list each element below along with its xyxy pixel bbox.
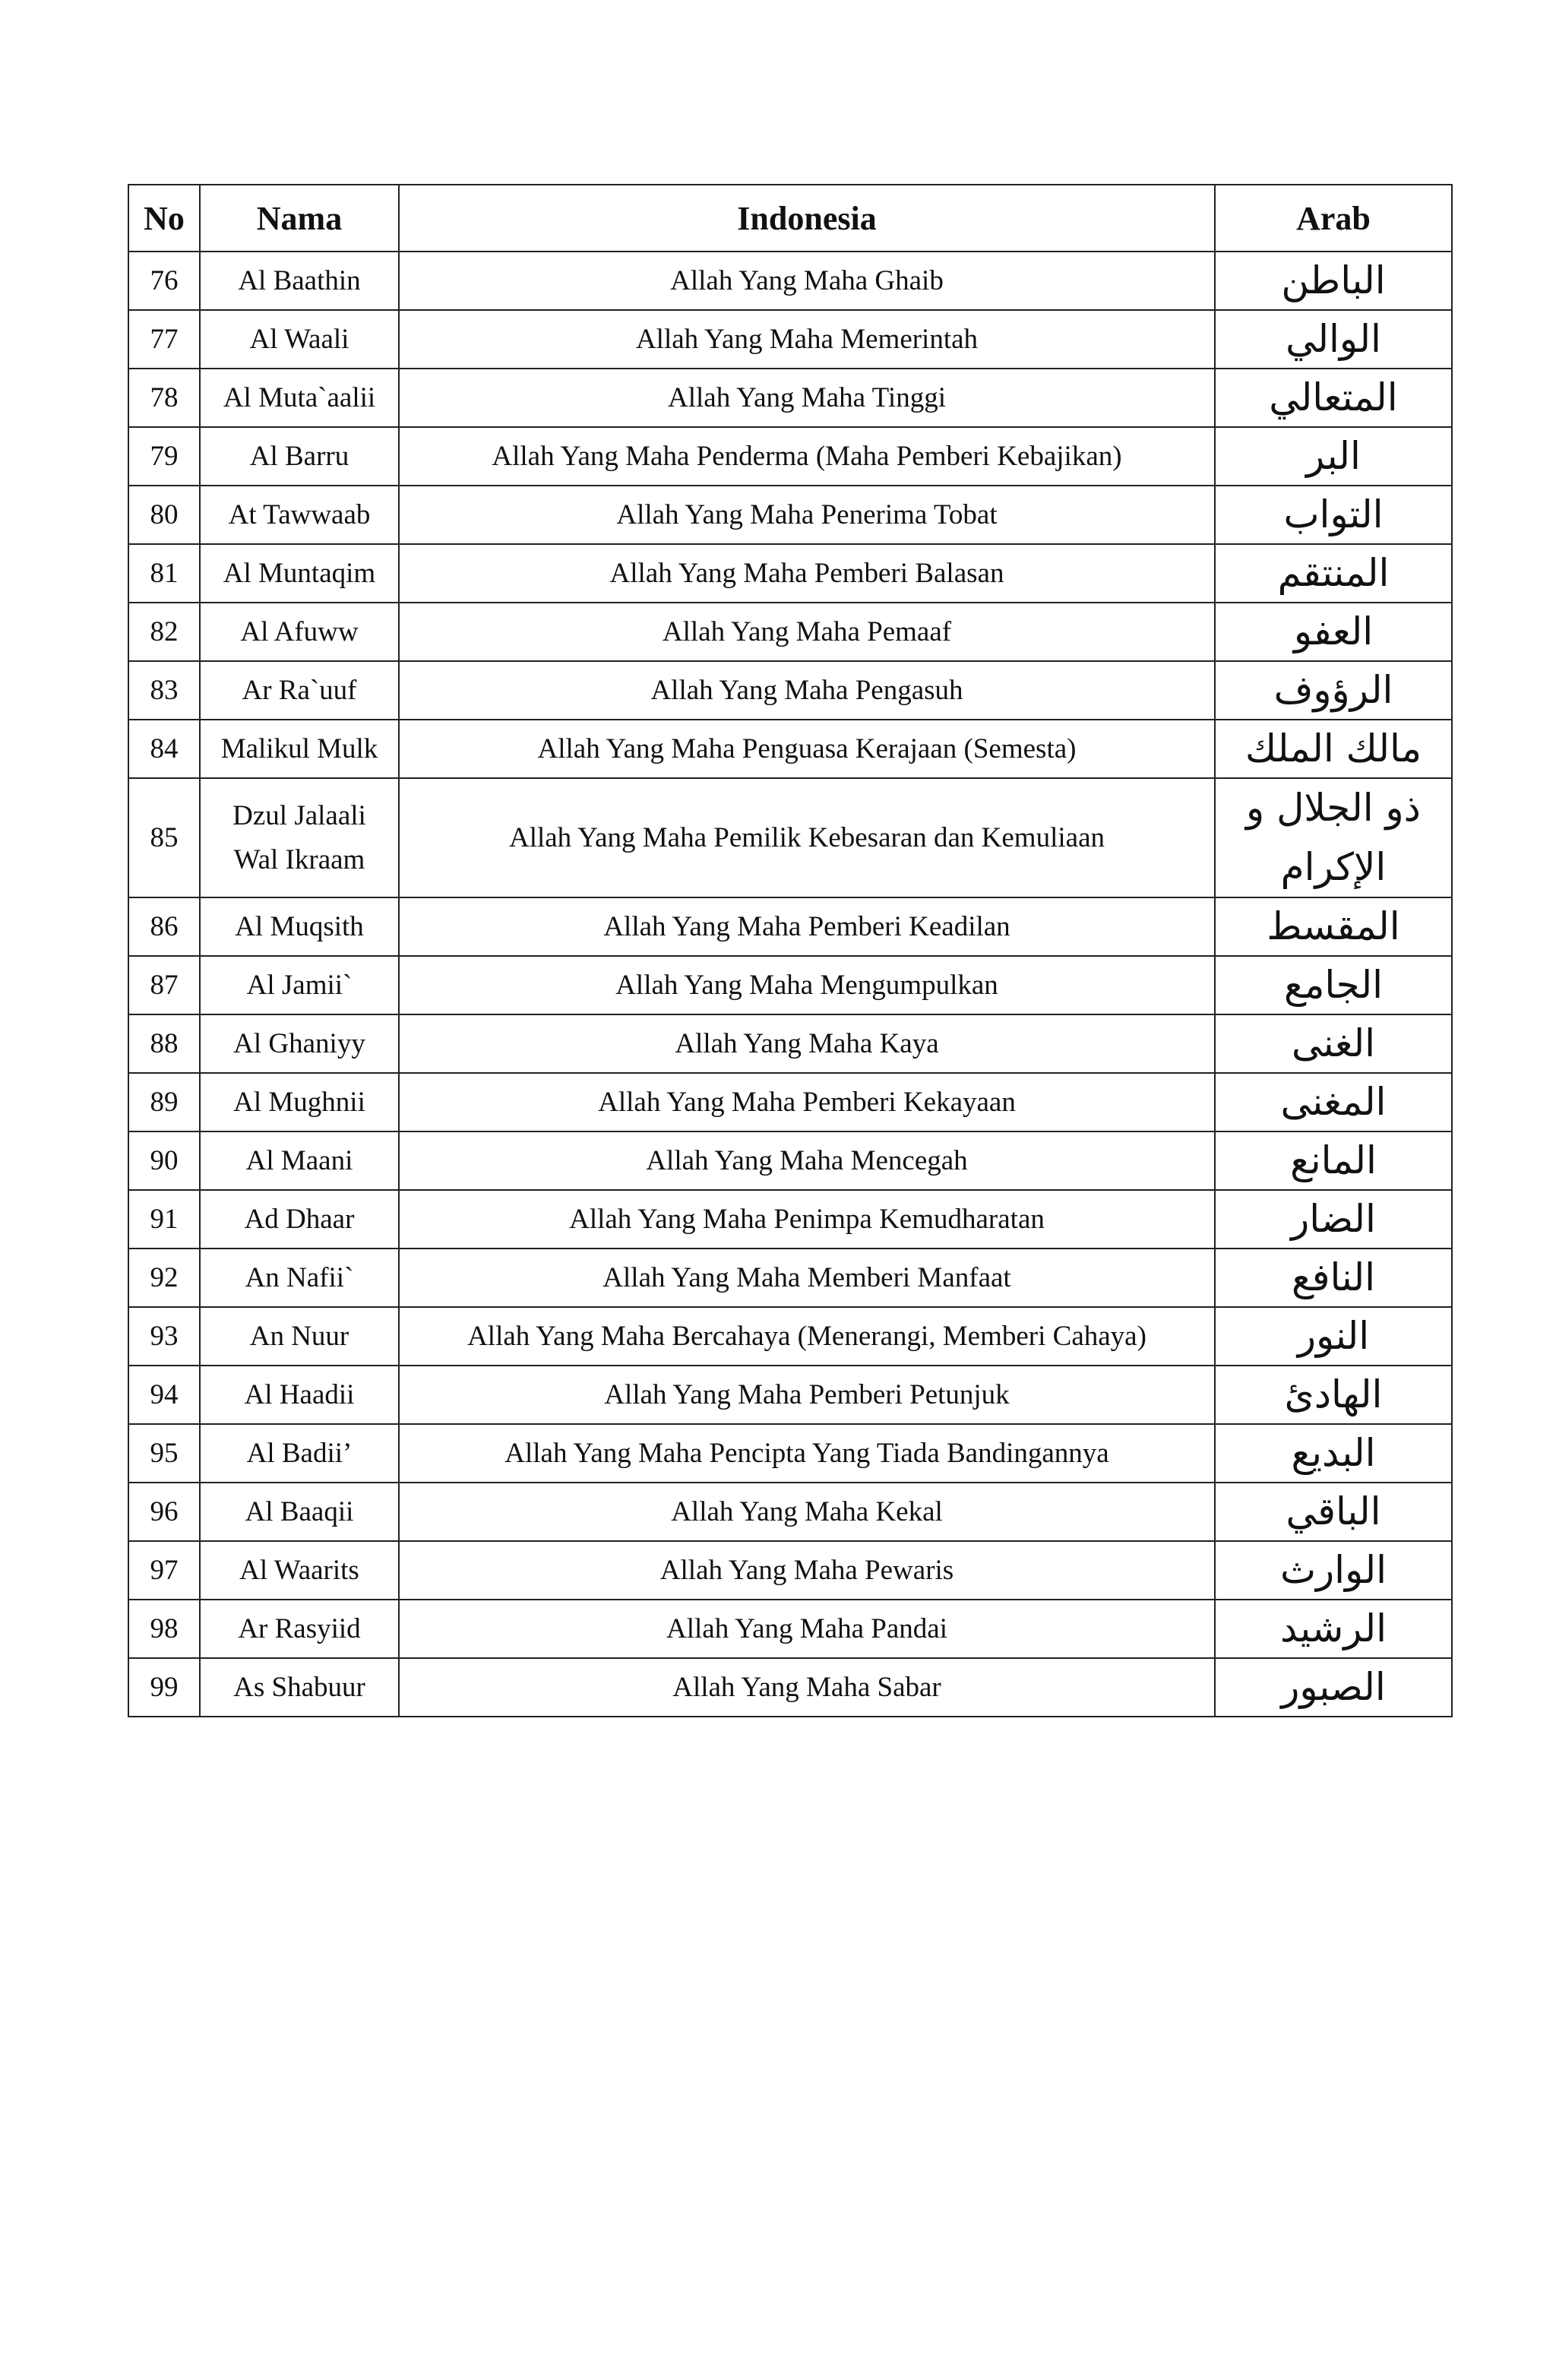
cell-arab [1215,310,1452,369]
cell-indonesia: Allah Yang Maha Penimpa Kemudharatan [399,1190,1215,1249]
cell-indonesia: Allah Yang Maha Pengasuh [399,661,1215,720]
nama-line: An Nuur [249,1321,349,1352]
cell-no: 85 [128,778,200,897]
cell-nama [200,897,399,956]
table-row [128,310,1452,369]
arab-line: النور [1297,1314,1370,1359]
cell-no: 82 [128,603,200,661]
nama-line: Al Ghaniyy [233,1028,365,1059]
nama-line: Al Mughnii [233,1087,365,1118]
cell-nama [200,1014,399,1073]
nama-line: Al Barru [249,441,349,472]
nama-line: Al Waali [249,324,349,355]
table-row [128,1307,1452,1366]
arab-line: ذو الجلال و [1246,786,1421,830]
cell-arab [1215,1249,1452,1307]
cell-arab [1215,1190,1452,1249]
cell-nama [200,956,399,1014]
cell-arab [1215,1014,1452,1073]
cell-indonesia: Allah Yang Maha Pemberi Keadilan [399,897,1215,956]
cell-no: 94 [128,1366,200,1424]
cell-no: 78 [128,369,200,427]
nama-line: Ar Rasyiid [238,1613,361,1644]
arab-line: المنتقم [1277,551,1390,596]
header-nama: Nama [200,185,399,252]
arab-line: العفو [1293,609,1374,654]
cell-no: 98 [128,1600,200,1658]
cell-arab [1215,1600,1452,1658]
cell-arab [1215,252,1452,310]
cell-indonesia: Allah Yang Maha Penerima Tobat [399,486,1215,544]
cell-nama [200,1424,399,1483]
cell-indonesia: Allah Yang Maha Pemaaf [399,603,1215,661]
cell-arab [1215,1366,1452,1424]
table-row [128,1131,1452,1190]
nama-line: An Nafii` [245,1262,354,1293]
nama-line: Al Baathin [238,265,361,296]
cell-no: 83 [128,661,200,720]
arab-line: البديع [1291,1431,1376,1476]
cell-indonesia: Allah Yang Maha Pandai [399,1600,1215,1658]
arab-line: البر [1306,434,1361,479]
arab-line: الضار [1291,1197,1376,1242]
cell-arab [1215,427,1452,486]
cell-no: 81 [128,544,200,603]
arab-line: المتعالي [1269,375,1398,420]
table-body [128,252,1452,1717]
arab-line: الهادئ [1284,1372,1383,1417]
arab-line: المقسط [1267,904,1400,949]
cell-no: 96 [128,1483,200,1541]
cell-no: 92 [128,1249,200,1307]
cell-no: 93 [128,1307,200,1366]
arab-line: المغنى [1280,1080,1387,1125]
header-indonesia: Indonesia [399,185,1215,252]
cell-arab [1215,1073,1452,1131]
cell-nama [200,1249,399,1307]
nama-line: Al Haadii [244,1379,355,1410]
table-row [128,1541,1452,1600]
arab-line: الجامع [1283,963,1384,1008]
cell-indonesia: Allah Yang Maha Memberi Manfaat [399,1249,1215,1307]
arab-line: الوالي [1286,317,1381,362]
table-row [128,252,1452,310]
cell-arab [1215,1131,1452,1190]
cell-nama [200,1366,399,1424]
cell-nama [200,486,399,544]
cell-nama [200,1658,399,1717]
cell-no: 88 [128,1014,200,1073]
arab-line: النافع [1292,1255,1375,1300]
cell-indonesia: Allah Yang Maha Penderma (Maha Pemberi Kebajikan) [399,427,1215,486]
cell-arab [1215,1483,1452,1541]
cell-no: 76 [128,252,200,310]
cell-no: 80 [128,486,200,544]
cell-arab [1215,544,1452,603]
nama-line: Ad Dhaar [244,1204,355,1235]
cell-nama [200,1073,399,1131]
cell-no: 91 [128,1190,200,1249]
arab-line: الإكرام [1280,844,1387,889]
cell-indonesia: Allah Yang Maha Pewaris [399,1541,1215,1600]
cell-indonesia: Allah Yang Maha Sabar [399,1658,1215,1717]
cell-nama [200,1600,399,1658]
table-row [128,1190,1452,1249]
cell-indonesia: Allah Yang Maha Mencegah [399,1131,1215,1190]
nama-line: As Shabuur [233,1672,365,1703]
nama-line: Al Maani [245,1145,353,1176]
cell-nama [200,369,399,427]
arab-line: الوارث [1279,1548,1387,1593]
cell-arab [1215,1658,1452,1717]
cell-nama [200,427,399,486]
arab-line: الباطن [1281,258,1386,303]
arab-line: الصبور [1281,1665,1386,1710]
nama-line: Ar Ra`uuf [242,675,357,706]
cell-nama [200,310,399,369]
table-row [128,369,1452,427]
cell-no: 87 [128,956,200,1014]
arab-line: الغنى [1291,1021,1375,1066]
cell-arab [1215,486,1452,544]
nama-line: Al Muntaqim [223,558,376,589]
nama-line: Dzul Jalaali [232,800,366,832]
cell-arab [1215,369,1452,427]
cell-indonesia: Allah Yang Maha Pencipta Yang Tiada Bandingannya [399,1424,1215,1483]
cell-arab [1215,897,1452,956]
header-no: No [128,185,200,252]
header-arab: Arab [1215,185,1452,252]
table-header-row [128,185,1452,252]
asmaul-husna-table [128,184,1453,1717]
cell-indonesia: Allah Yang Maha Memerintah [399,310,1215,369]
nama-line: At Tawwaab [228,499,371,530]
cell-arab [1215,1307,1452,1366]
table-row [128,1014,1452,1073]
table-row [128,1073,1452,1131]
cell-nama [200,1190,399,1249]
nama-line: Wal Ikraam [233,843,365,875]
cell-indonesia: Allah Yang Maha Bercahaya (Menerangi, Memberi Cahaya) [399,1307,1215,1366]
cell-nama [200,544,399,603]
nama-line: Al Waarits [239,1555,359,1586]
table-row [128,1424,1452,1483]
cell-no: 84 [128,720,200,778]
cell-indonesia: Allah Yang Maha Pemberi Kekayaan [399,1073,1215,1131]
cell-nama [200,1483,399,1541]
nama-line: Al Afuww [240,616,359,647]
cell-indonesia: Allah Yang Maha Pemilik Kebesaran dan Kemuliaan [399,778,1215,897]
cell-indonesia: Allah Yang Maha Tinggi [399,369,1215,427]
cell-nama [200,661,399,720]
cell-nama [200,720,399,778]
table-row [128,1658,1452,1717]
table-row [128,1249,1452,1307]
table-row [128,897,1452,956]
cell-nama [200,1307,399,1366]
cell-no: 99 [128,1658,200,1717]
table-row [128,544,1452,603]
nama-line: Al Jamii` [246,970,353,1001]
arab-line: المانع [1290,1138,1377,1183]
cell-nama [200,252,399,310]
cell-arab [1215,778,1452,897]
table-row [128,427,1452,486]
nama-line: Al Baaqii [245,1496,354,1527]
cell-nama [200,1541,399,1600]
arab-line: الرشيد [1280,1606,1387,1651]
arab-line: الباقي [1286,1489,1381,1534]
table-row [128,778,1452,897]
arab-line: الرؤوف [1273,668,1393,713]
table-row [128,603,1452,661]
table-row [128,956,1452,1014]
cell-indonesia: Allah Yang Maha Kaya [399,1014,1215,1073]
cell-indonesia: Allah Yang Maha Penguasa Kerajaan (Semesta) [399,720,1215,778]
cell-arab [1215,956,1452,1014]
table-row [128,1600,1452,1658]
cell-indonesia: Allah Yang Maha Mengumpulkan [399,956,1215,1014]
cell-no: 79 [128,427,200,486]
table-row [128,720,1452,778]
cell-nama [200,778,399,897]
cell-arab [1215,603,1452,661]
cell-no: 89 [128,1073,200,1131]
table-row [128,1366,1452,1424]
cell-nama [200,603,399,661]
arab-line: مالك الملك [1244,726,1422,771]
cell-no: 90 [128,1131,200,1190]
cell-indonesia: Allah Yang Maha Pemberi Balasan [399,544,1215,603]
cell-indonesia: Allah Yang Maha Pemberi Petunjuk [399,1366,1215,1424]
table-row [128,661,1452,720]
nama-line: Al Muta`aalii [223,382,376,413]
table-row [128,486,1452,544]
table-row [128,1483,1452,1541]
cell-arab [1215,661,1452,720]
cell-arab [1215,1424,1452,1483]
nama-line: Al Muqsith [235,911,364,942]
cell-no: 95 [128,1424,200,1483]
cell-no: 77 [128,310,200,369]
cell-arab [1215,1541,1452,1600]
cell-nama [200,1131,399,1190]
cell-arab [1215,720,1452,778]
cell-indonesia: Allah Yang Maha Kekal [399,1483,1215,1541]
cell-indonesia: Allah Yang Maha Ghaib [399,252,1215,310]
nama-line: Al Badii’ [246,1438,353,1469]
nama-line: Malikul Mulk [220,733,378,764]
cell-no: 86 [128,897,200,956]
arab-line: التواب [1283,492,1384,537]
cell-no: 97 [128,1541,200,1600]
